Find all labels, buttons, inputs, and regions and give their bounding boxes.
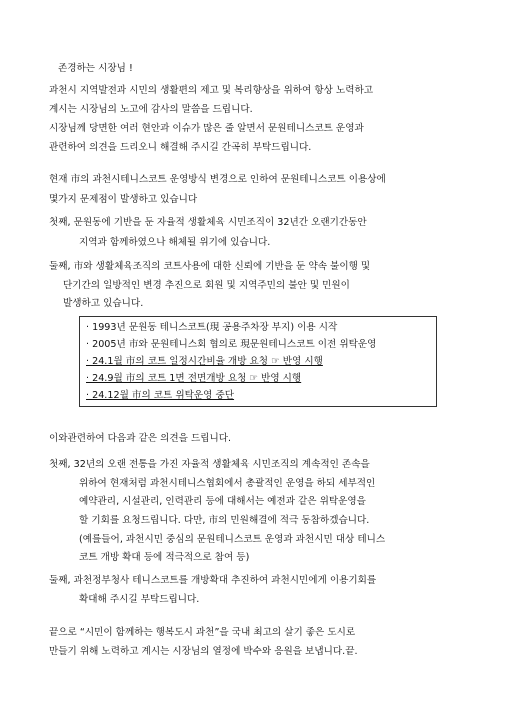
timeline-item-2401: · 24.1월 市의 코트 일정시간비율 개방 요청 ☞ 반영 시행 xyxy=(86,356,323,367)
intro-line-4: 관련하여 의견을 드리오니 해결해 주시길 간곡히 부탁드립니다. xyxy=(49,142,312,153)
timeline-item-2409: · 24.9월 市의 코트 1면 전면개방 요청 ☞ 반영 시행 xyxy=(86,373,302,384)
second-point-line-2: 단기간의 일방적인 변경 추진으로 회원 및 지역주민의 불안 및 민원이 xyxy=(63,280,350,291)
proposal-first-line-5: (예를들어, 과천시민 중심의 문원테니스코트 운영과 과천시민 대상 테니스 xyxy=(79,534,386,545)
proposal-first-line-2: 위하여 현재처럼 과천시테니스협회에서 총괄적인 운영을 하되 세부적인 xyxy=(79,478,376,489)
closing-line-2: 만들기 위해 노력하고 계시는 시장님의 열정에 박수와 응원을 보냅니다.끝. xyxy=(49,646,358,657)
proposal-first-line-4: 할 기회를 요청드립니다. 다만, 市의 민원해결에 적극 동참하겠습니다. xyxy=(79,515,370,526)
intro-line-2: 계시는 시장님의 노고에 감사의 말씀을 드립니다. xyxy=(49,104,253,115)
timeline-item-2005: · 2005년 市와 문원테니스회 협의로 現문원테니스코트 이전 위탁운영 xyxy=(86,339,377,350)
timeline-box xyxy=(79,316,437,407)
situation-line-1: 현재 市의 과천시테니스코트 운영방식 변경으로 인하여 문원테니스코트 이용상에 xyxy=(49,174,386,185)
first-point-line-1: 첫째, 문원동에 기반을 둔 자율적 생활체육 시민조직이 32년간 오랜기간동안 xyxy=(49,217,367,228)
first-point-line-2: 지역과 함께하였으나 해체될 위기에 있습니다. xyxy=(79,237,271,248)
proposal-first-line-1: 첫째, 32년의 오랜 전통을 가진 자율적 생활체육 시민조직의 계속적인 존속을 xyxy=(49,459,370,470)
proposal-second-line-1: 둘째, 과천정부청사 테니스코트를 개방확대 추진하여 과천시민에게 이용기회를 xyxy=(49,575,377,586)
greeting: 존경하는 시장님 ! xyxy=(58,63,133,74)
proposal-second-line-2: 확대해 주시길 부탁드립니다. xyxy=(79,594,200,605)
proposal-first-line-6: 코트 개방 확대 등에 적극적으로 참여 등) xyxy=(79,552,250,563)
intro-line-3: 시장님께 당면한 여러 현안과 이슈가 많은 줄 알면서 문원테니스코트 운영과 xyxy=(49,123,364,134)
situation-line-2: 몇가지 문제점이 발생하고 있습니다 xyxy=(49,194,198,205)
closing-line-1: 끝으로 “시민이 함께하는 행복도시 과천”을 국내 최고의 살기 좋은 도시로 xyxy=(49,627,356,638)
second-point-line-1: 둘째, 市와 생활체육조직의 코트사용에 대한 신뢰에 기반을 둔 약속 불이행 및 xyxy=(49,261,371,272)
timeline-item-1993: · 1993년 문원동 테니스코트(現 공용주차장 부지) 이용 시작 xyxy=(86,322,338,333)
timeline-item-2412: · 24.12월 市의 코트 위탁운영 중단 xyxy=(86,390,235,401)
transition-sentence: 이와관련하여 다음과 같은 의견을 드립니다. xyxy=(49,433,232,444)
intro-line-1: 과천시 지역발전과 시민의 생활편의 제고 및 복리향상을 위하여 항상 노력하고 xyxy=(49,85,374,96)
proposal-first-line-3: 예약관리, 시설관리, 인력관리 등에 대해서는 예전과 같은 위탁운영을 xyxy=(79,496,366,507)
second-point-line-3: 발생하고 있습니다. xyxy=(63,298,144,309)
